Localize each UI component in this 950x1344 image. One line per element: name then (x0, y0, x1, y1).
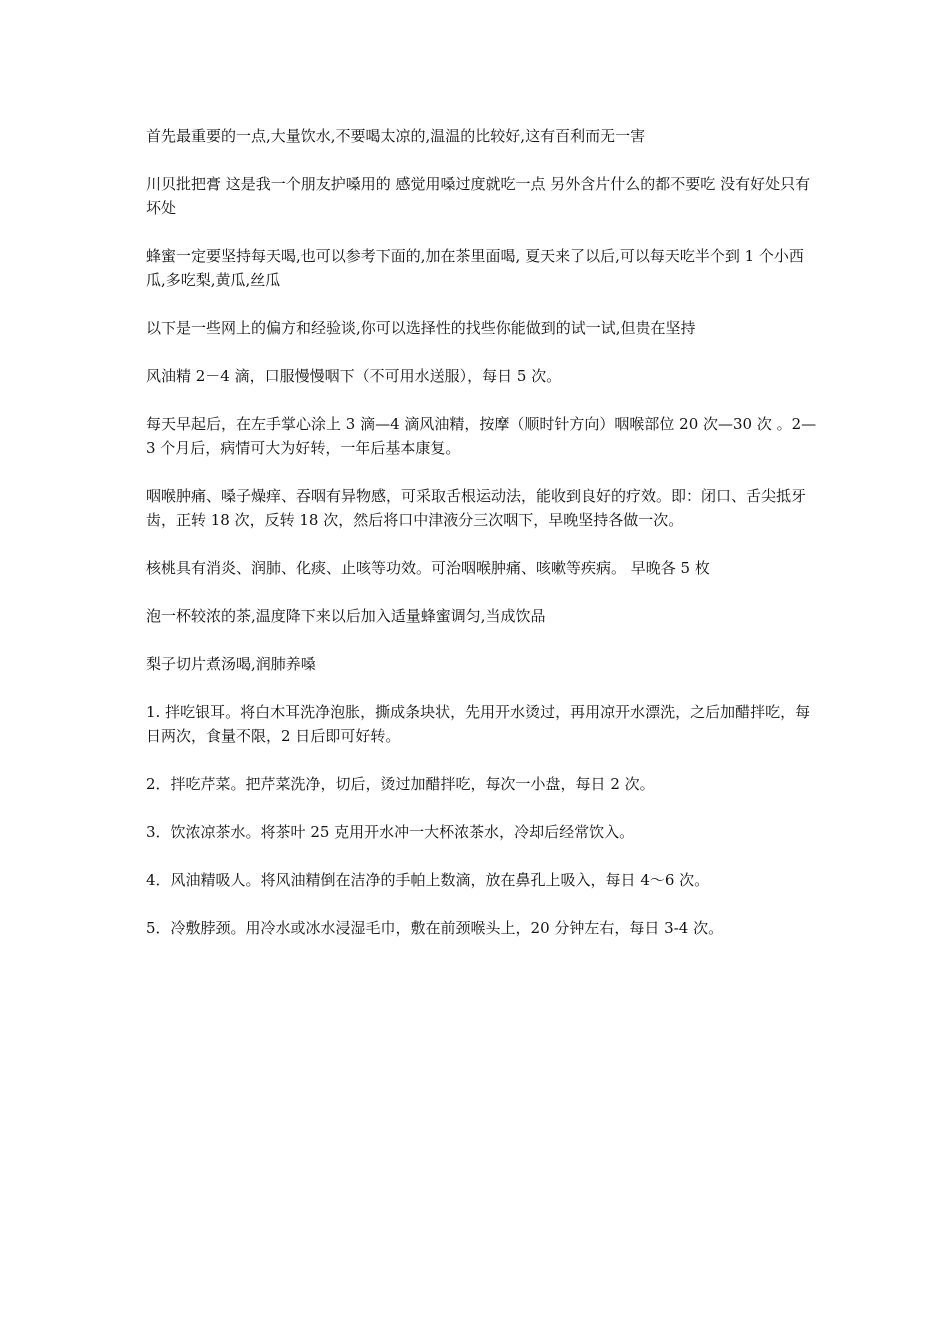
paragraph-honey: 蜂蜜一定要坚持每天喝,也可以参考下面的,加在茶里面喝, 夏天来了以后,可以每天吃半个到 1 个小西瓜,多吃梨,黄瓜,丝瓜 (146, 247, 804, 289)
list-item-celery: 2．拌吃芹菜。把芹菜洗净，切后，烫过加醋拌吃，每次一小盘，每日 2 次。 (146, 775, 655, 793)
list-item-cold-compress: 5．冷敷脖颈。用冷水或冰水浸湿毛巾，敷在前颈喉头上，20 分钟左右，每日 3-4 次。 (146, 919, 724, 937)
paragraph-fengyoujing-massage: 每天早起后，在左手掌心涂上 3 滴—4 滴风油精，按摩（顺时针方向）咽喉部位 20 次—30 次 。2—3 个月后，病情可大为好转，一年后基本康复。 (146, 415, 817, 457)
list-item-tremella: 1. 拌吃银耳。将白木耳洗净泡胀，撕成条块状，先用开水烫过，再用凉开水漂洗，之后加醋拌吃，每日两次，食量不限，2 日后即可好转。 (146, 703, 811, 745)
paragraph-walnut: 核桃具有消炎、润肺、化痰、止咳等功效。可治咽喉肿痛、咳嗽等疾病。 早晚各 5 枚 (146, 559, 710, 577)
list-item-strong-tea: 3．饮浓凉茶水。将茶叶 25 克用开水冲一大杯浓茶水，冷却后经常饮入。 (146, 823, 635, 841)
paragraph-chuanbei-syrup: 川贝批把膏 这是我一个朋友护嗓用的 感觉用嗓过度就吃一点 另外含片什么的都不要吃 没有好处只有坏处 (146, 175, 811, 217)
document-body (146, 124, 820, 964)
paragraph-tea-honey: 泡一杯较浓的茶,温度降下来以后加入适量蜂蜜调匀,当成饮品 (146, 607, 546, 625)
paragraph-pear-soup: 梨子切片煮汤喝,润肺养嗓 (146, 655, 316, 673)
paragraph-tongue-exercise: 咽喉肿痛、嗓子燥痒、吞咽有异物感，可采取舌根运动法，能收到良好的疗效。即：闭口、舌尖抵牙齿，正转 18 次，反转 18 次，然后将口中津液分三次咽下，早晚坚持各做一次。 (146, 487, 807, 529)
paragraph-drink-water: 首先最重要的一点,大量饮水,不要喝太凉的,温温的比较好,这有百利而无一害 (146, 127, 646, 145)
list-item-fengyoujing-inhale: 4．风油精吸人。将风油精倒在洁净的手帕上数滴，放在鼻孔上吸入，每日 4～6 次。 (146, 871, 710, 889)
paragraph-folk-remedies-intro: 以下是一些网上的偏方和经验谈,你可以选择性的找些你能做到的试一试,但贵在坚持 (146, 319, 696, 337)
paragraph-fengyoujing-oral: 风油精 2－4 滴，口服慢慢咽下（不可用水送服），每日 5 次。 (146, 367, 562, 385)
